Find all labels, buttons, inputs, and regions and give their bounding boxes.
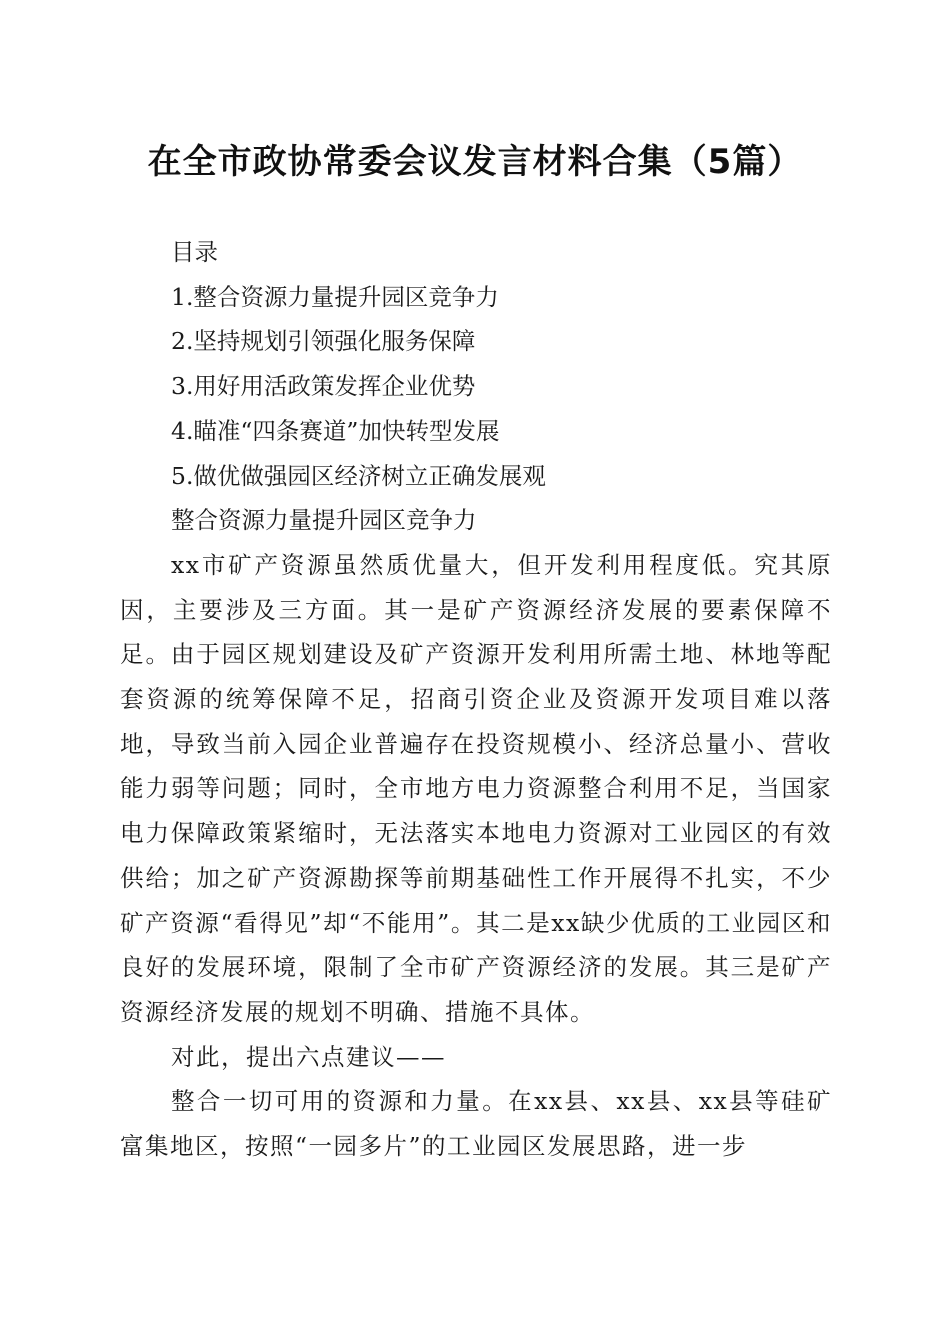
- section-heading: 整合资源力量提升园区竞争力: [171, 506, 477, 535]
- document-body: [120, 230, 832, 1169]
- body-paragraph-1: xx市矿产资源虽然质优量大，但开发利用程度低。究其原因，主要涉及三方面。其一是矿产资源经济发展的要素保障不足。由于园区规划建设及矿产资源开发利用所需土地、林地等配套资源的统筹保障不足，招商引资企业及资源开发项目难以落地，导致当前入园企业普遍存在投资规模小、经济总量小、营收能力弱等问题；同时，全市地方电力资源整合利用不足，当国家电力保障政策紧缩时，无法落实本地电力资源对工业园区的有效供给；加之矿产资源勘探等前期基础性工作开展得不扎实，不少矿产资源“看得见”却“不能用”。其二是xx缺少优质的工业园区和良好的发展环境，限制了全市矿产资源经济的发展。其三是矿产资源经济发展的规划不明确、措施不具体。: [120, 550, 832, 1026]
- toc-item-3: 3.用好用活政策发挥企业优势: [171, 372, 476, 401]
- body-paragraph-3: 整合一切可用的资源和力量。在xx县、xx县、xx县等硅矿富集地区，按照“一园多片”的工业园区发展思路，进一步: [120, 1087, 832, 1161]
- toc-item-4: 4.瞄准“四条赛道”加快转型发展: [171, 416, 500, 445]
- body-paragraph-2: 对此，提出六点建议——: [171, 1042, 446, 1071]
- document-title: 在全市政协常委会议发言材料合集（5篇）: [147, 142, 803, 182]
- toc-heading: 目录: [171, 238, 218, 266]
- toc-item-2: 2.坚持规划引领强化服务保障: [171, 327, 476, 356]
- toc-item-1: 1.整合资源力量提升园区竞争力: [171, 282, 499, 311]
- toc-item-5: 5.做优做强园区经济树立正确发展观: [171, 461, 546, 490]
